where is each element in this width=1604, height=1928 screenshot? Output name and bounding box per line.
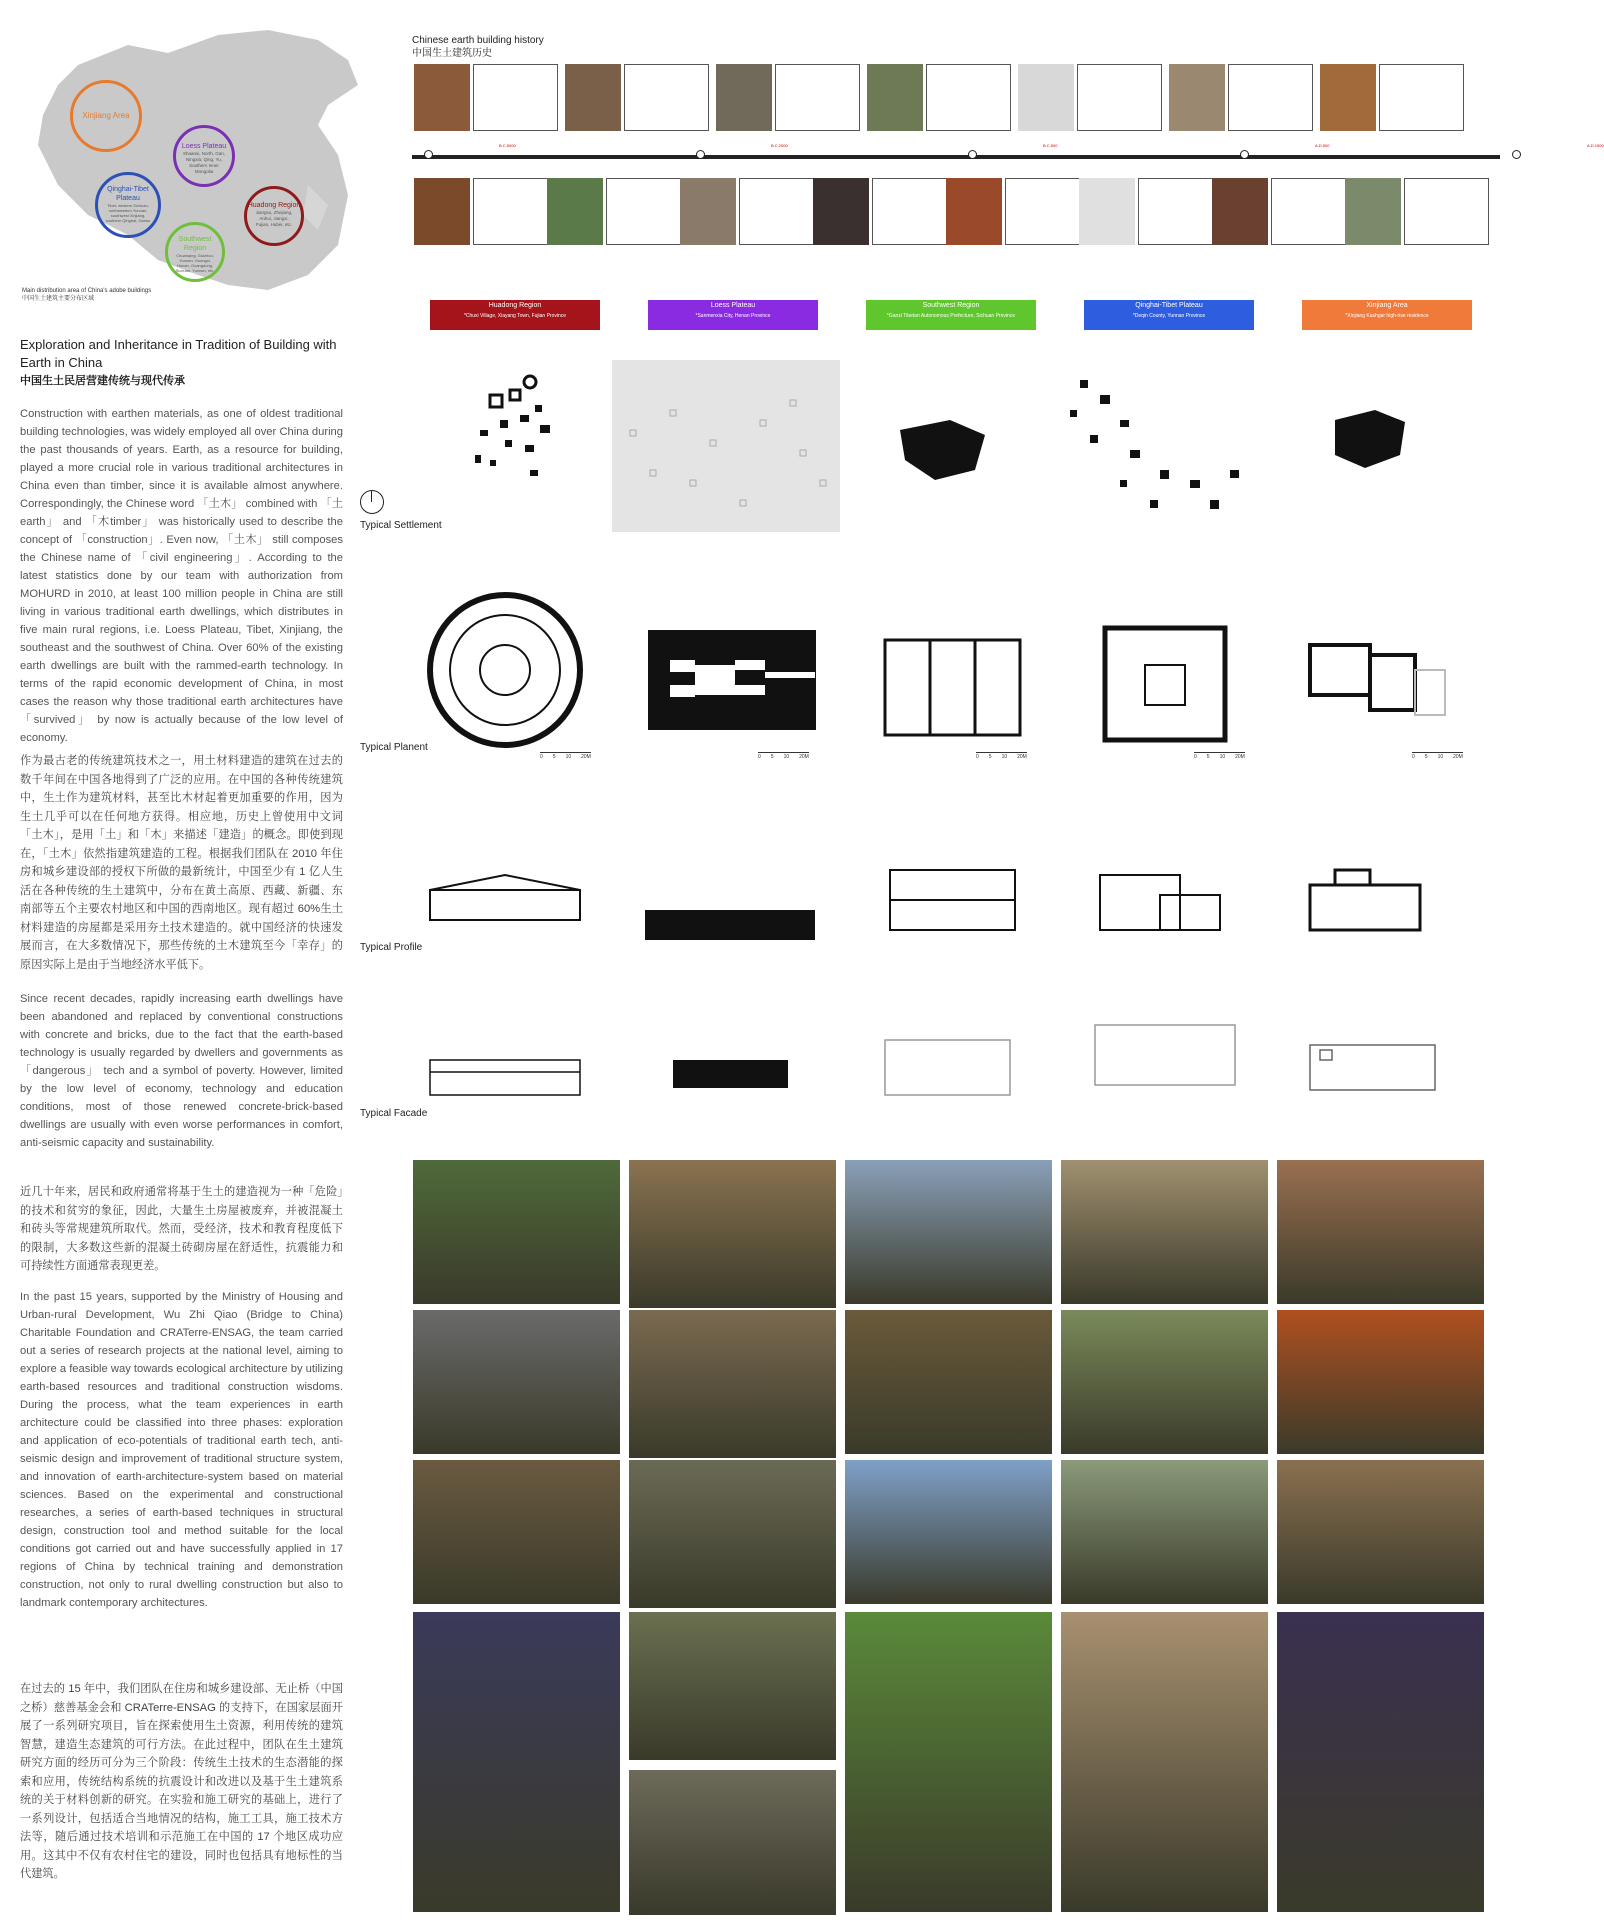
article-para1-en: Construction with earthen materials, as one of oldest traditional building technologies, was widely employed all over China during the past thousands of years. Earth, as a resource for building, played a more crucial role in various traditional architectures in China even than timber, since it is available almost anywhere. Correspondingly, the Chinese word 「土木」 combined with 「土earth」 and 「木timber」 was historically used to describe the concept of 「construction」. Even now, 「土木」 still composes the Chinese name of 「civil engineering」. According to the latest statistics done by our team with authorization from MOHURD in 2010, at least 100 million people in China are still living in various traditional earth dwellings, which distributes in five main rural regions, i.e. Loess Plateau, Tibet, Xinjiang, the southeast and the southwest of China. Over 60% of the existing earth dwellings are built with the rammed-earth technology. In terms of the rapid economic development of China, in most cases the reason why those traditional earth architectures have 「survived」 by now is actually because of the low level of economy.: [20, 408, 343, 744]
map-circle-huadong: Huadong Region Jiangsu, Zhejiang, Anhui, Jiangxi, Fujian, Hubei, etc.: [244, 186, 304, 246]
facade-loess: [673, 1060, 788, 1088]
history-photo: [1169, 64, 1225, 131]
plan-huadong: [430, 595, 580, 745]
region-header: [866, 300, 1036, 330]
history-photo: [1018, 64, 1074, 131]
article-para2-en: Since recent decades, rapidly increasing earth dwellings have been abandoned and replaced by conventional constructions with concrete and bricks, due to the fact that the earth-based technology is usually regarded by dwellers and governments as 「dangerous」 tech and a symbol of poverty. However, limited by the low level of economy, technology and education conditions, most of those renewed concrete-brick-based dwellings are usually with even worse performances in comfort, anti-seismic capacity and sustainability.: [20, 993, 343, 1149]
timeline-dot: [424, 150, 433, 159]
settlement-southwest: [900, 420, 985, 480]
scale-label: 5: [770, 754, 774, 760]
profile-southwest: [890, 870, 1015, 930]
history-card: [414, 64, 558, 131]
scale-label: 0: [1194, 754, 1197, 760]
history-card: [1212, 178, 1356, 245]
facade-xinjiang: [1310, 1045, 1435, 1090]
architecture-drawings: [430, 360, 1500, 1160]
scale-label: 10: [1001, 754, 1008, 760]
profile-loess: [645, 910, 815, 940]
scale-label: 0: [758, 754, 761, 760]
history-description: [624, 64, 709, 131]
history-card: [1079, 178, 1223, 245]
history-description: [739, 178, 824, 245]
region-header: [648, 300, 818, 330]
profile-xinjiang: [1310, 870, 1420, 930]
scale-label: 20M: [1453, 754, 1463, 760]
region-photo: [845, 1310, 1052, 1454]
map-caption: Main distribution area of China's adobe buildings 中国生土建筑主要分布区域: [22, 288, 152, 302]
timeline-label: B.C.2000: [771, 143, 788, 148]
region-name: Huadong Region: [488, 302, 542, 309]
facade-huadong: [430, 1060, 580, 1095]
facade-tibet: [1095, 1025, 1235, 1085]
history-photo: [946, 178, 1002, 245]
history-description: [1228, 64, 1313, 131]
history-description: [1138, 178, 1223, 245]
history-photo: [867, 64, 923, 131]
article-para3-en: In the past 15 years, supported by the Ministry of Housing and Urban-rural Development, Wu Zhi Qiao (Bridge to China) Charitable Foundation and CRATerre-ENSAG, the team carried out a series of research projects at the national level, aiming to explore a feasible way towards ecological architecture by utilizing earth-based resources and traditional construction wisdoms. During the process, what the team experiences in earth architecture could be classified into three phases: exploration and application of eco-potentials of traditional earth tech, anti-seismic design and improvement of traditional structure system, and innovation of earth-architecture-system based on material sciences. Based on the experimental and constructional researches, a series of earth-based techniques in structural design, construction tool and method suitable for the local conditions got carried out and have successfully applied in 17 regions of China by technical training and demonstration construction, not only to rural dwelling construction but also to landmark contemporary architectures.: [20, 1291, 343, 1609]
scale-bar: [1194, 752, 1245, 760]
history-photo: [547, 178, 603, 245]
plan-tibet: [1105, 628, 1225, 740]
region-name: Southwest Region: [922, 302, 980, 309]
history-card: [716, 64, 860, 131]
region-photo: [1061, 1160, 1268, 1304]
region-photo: [1061, 1460, 1268, 1604]
scale-label: 20M: [581, 754, 591, 760]
history-photo: [716, 64, 772, 131]
region-name: Loess Plateau: [710, 302, 756, 309]
history-description: [473, 64, 558, 131]
region-photo: [1277, 1160, 1484, 1304]
region-header: [1302, 300, 1472, 330]
article-para3-zh: 在过去的 15 年中，我们团队在住房和城乡建设部、无止桥（中国之桥）慈善基金会和 CRATerre-ENSAG 的支持下，在国家层面开展了一系列研究项目，旨在探索使用生土资源，利用传统的建筑智慧，建造生态建筑的可行方法。在此过程中，团队在生土建筑研究方面的经历可分为三个阶段：传统生土技术的生态潜能的探索和应用，传统结构系统的抗震设计和改进以及基于生土建筑系统的关于材料创新的研究。在实验和施工研究的基础上，进行了一系列设计，包括适合当地情况的结构，施工工具，施工技术方法等，随后通过技术培训和示范施工在中国的 17 个地区成功应用。这其中不仅有农村住宅的建设，同时也包括具有地标性的当代建筑。: [20, 1683, 343, 1880]
history-card: [867, 64, 1011, 131]
history-card: [813, 178, 957, 245]
region-photo: [629, 1770, 836, 1915]
map-circle-loess: Loess Plateau Shaanxi, North, Gan, Ningxia, Qing, Yu, Southern Inner Mongolia: [173, 125, 235, 187]
region-photo: [845, 1460, 1052, 1604]
scale-label: 5: [1424, 754, 1428, 760]
scale-bar: [758, 752, 809, 760]
region-photo: [629, 1612, 836, 1760]
row-label-profile: Typical Profile: [360, 942, 423, 953]
history-description: [1077, 64, 1162, 131]
article-title-zh: 中国生土民居营建传统与现代传承: [20, 375, 185, 387]
history-card: [414, 178, 558, 245]
region-location: *Xinjiang Kashgar high-rise residence: [1345, 313, 1429, 319]
plan-xinjiang: [1310, 645, 1445, 715]
plan-southwest: [885, 640, 1020, 735]
map-circle-southwest: Southwest Region Chuanqing, Guizhou, Yunnan, Guangxi, Hunan, Guangdong, Sichuan, Yunnan, etc.: [165, 222, 225, 282]
history-card: [1169, 64, 1313, 131]
region-photo: [1277, 1310, 1484, 1454]
region-photo: [1277, 1460, 1484, 1604]
settlement-loess: [612, 360, 840, 532]
scale-label: 10: [1437, 754, 1444, 760]
region-header: [1084, 300, 1254, 330]
timeline-dot: [696, 150, 705, 159]
scale-bar: [976, 752, 1027, 760]
scale-bar: [540, 752, 591, 760]
region-location: *Chuxi Village, Xiayang Town, Fujian Province: [463, 313, 567, 319]
region-location: *Ganzi Tibetan Autonomous Prefecture, Sichuan Province: [886, 313, 1016, 319]
map-circle-tibet: Qinghai-Tibet Plateau Tibet, western Sichuan, northwestern Yunnan, southwest Xinjiang, southern Qinghai, Gansu: [95, 172, 161, 238]
scale-label: 5: [552, 754, 556, 760]
history-card: [1320, 64, 1464, 131]
history-timeline: [412, 143, 1604, 159]
row-label-plan: Typical Planent: [360, 742, 428, 753]
region-name: Xinjiang Area: [1366, 302, 1408, 309]
settlement-tibet: [1070, 380, 1239, 509]
region-photo: [413, 1460, 620, 1604]
map-circle-xinjiang: Xinjiang Area: [70, 80, 142, 152]
profile-tibet: [1100, 875, 1220, 930]
scale-label: 10: [783, 754, 790, 760]
region-photo: [629, 1310, 836, 1458]
region-photo: [629, 1460, 836, 1608]
facade-southwest: [885, 1040, 1010, 1095]
history-description: [1379, 64, 1464, 131]
timeline-dot: [1240, 150, 1249, 159]
timeline-label: A.D.1500: [1587, 143, 1604, 148]
history-photo: [1345, 178, 1401, 245]
scale-label: 0: [540, 754, 543, 760]
article-title: [20, 336, 350, 390]
timeline-label: B.C.500: [1043, 143, 1058, 148]
history-card: [1018, 64, 1162, 131]
history-card: [547, 178, 691, 245]
history-description: [775, 64, 860, 131]
history-title: Chinese earth building history 中国生土建筑历史: [412, 35, 544, 59]
article-para2-zh: 近几十年来，居民和政府通常将基于生土的建造视为一种「危险」的技术和贫穷的象征，因此，大量生土房屋被废弃，并被混凝土和砖头等常规建筑所取代。然而，受经济，技术和教育程度低下的限制，大多数这些新的混凝土砖砌房屋在舒适性，抗震能力和可持续性方面通常表现更差。: [20, 1186, 343, 1272]
settlement-xinjiang: [1335, 410, 1405, 468]
history-photo: [565, 64, 621, 131]
timeline-dot: [968, 150, 977, 159]
scale-label: 0: [976, 754, 979, 760]
scale-label: 20M: [1235, 754, 1245, 760]
scale-bar: [1412, 752, 1463, 760]
history-card: [1345, 178, 1489, 245]
region-name: Qinghai-Tibet Plateau: [1135, 302, 1203, 309]
north-arrow-icon: [360, 490, 384, 514]
region-photo: [1061, 1310, 1268, 1454]
region-photo: [845, 1160, 1052, 1304]
scale-label: 20M: [1017, 754, 1027, 760]
region-location: *Deqin County, Yunnan Province: [1132, 313, 1206, 319]
article-para1-zh: 作为最古老的传统建筑技术之一，用土材料建造的建筑在过去的数千年间在中国各地得到了广泛的应用。在中国的各种传统建筑中，生土作为建筑材料，甚至比木材起着更加重要的作用，因为生土几乎可以在任何地方获得。相应地，历史上曾使用中文词「土木」，是用「土」和「木」来描述「建造」的概念。即使到现在，「土木」依然指建筑建造的工程。根据我们团队在 2010 年住房和城乡建设部的授权下所做的最新统计，中国至少有 1 亿人生活在各种传统的生土建筑中，分布在黄土高原、西藏、新疆、东南部等五个主要农村地区和中国的西南地区。现有超过 60%生土材料建造的房屋都是采用夯土技术建造的。就中国经济的快速发展而言，在大多数情况下，那些传统的土木建筑至今「幸存」的原因实际上是由于当地经济水平低下。: [20, 755, 343, 971]
scale-label: 0: [1412, 754, 1415, 760]
region-photo: [629, 1160, 836, 1308]
history-description: [926, 64, 1011, 131]
history-card: [946, 178, 1090, 245]
timeline-dot: [1512, 150, 1521, 159]
article-title-en: Exploration and Inheritance in Tradition of Building with Earth in China: [20, 337, 337, 370]
timeline-label: B.C.5000: [499, 143, 516, 148]
history-description: [872, 178, 957, 245]
region-photo: [413, 1160, 620, 1304]
scale-label: 20M: [799, 754, 809, 760]
region-photo: [1061, 1612, 1268, 1912]
history-description: [473, 178, 558, 245]
history-description: [1005, 178, 1090, 245]
history-photo: [1320, 64, 1376, 131]
history-photo: [1212, 178, 1268, 245]
region-photo: [413, 1310, 620, 1454]
region-photo: [845, 1612, 1052, 1912]
timeline-label: A.D.500: [1315, 143, 1330, 148]
history-description: [606, 178, 691, 245]
history-photo: [680, 178, 736, 245]
history-photo: [414, 178, 470, 245]
scale-label: 5: [1206, 754, 1210, 760]
history-card: [680, 178, 824, 245]
scale-label: 10: [565, 754, 572, 760]
row-label-settlement: Typical Settlement: [360, 520, 442, 531]
history-photo: [1079, 178, 1135, 245]
region-photo: [1277, 1612, 1484, 1912]
scale-label: 5: [988, 754, 992, 760]
history-photo: [414, 64, 470, 131]
region-photo: [413, 1612, 620, 1912]
region-header: [430, 300, 600, 330]
scale-label: 10: [1219, 754, 1226, 760]
profile-huadong: [430, 875, 580, 920]
history-photo: [813, 178, 869, 245]
settlement-huadong: [475, 376, 550, 476]
history-description: [1404, 178, 1489, 245]
history-card: [565, 64, 709, 131]
history-description: [1271, 178, 1356, 245]
row-label-facade: Typical Facade: [360, 1108, 428, 1119]
region-location: *Sanmenxia City, Henan Province: [695, 313, 771, 319]
